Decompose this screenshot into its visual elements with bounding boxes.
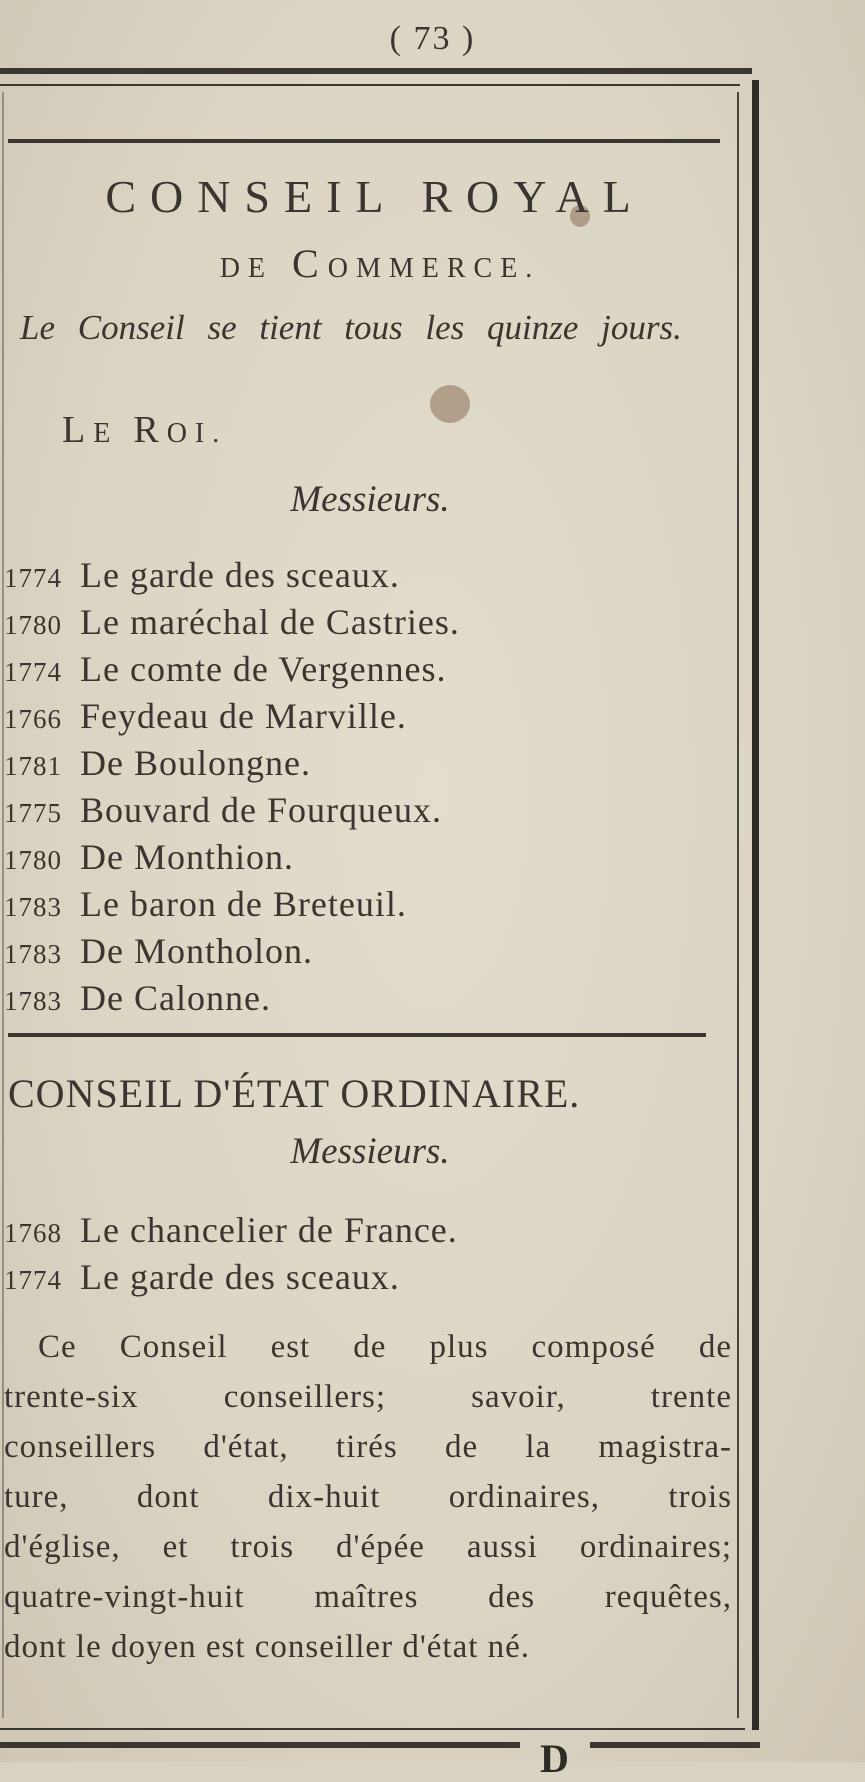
member-name: Feydeau de Marville.: [80, 696, 407, 736]
member-row: [4, 832, 294, 882]
member-row: [4, 973, 271, 1023]
member-name: Le garde des sceaux.: [80, 1257, 400, 1297]
section1-title: CONSEIL ROYAL: [105, 171, 645, 222]
king-small: E: [93, 418, 134, 449]
member-year: 1780: [4, 845, 62, 875]
member-row: [4, 926, 313, 976]
member-name: Le garde des sceaux.: [80, 555, 400, 595]
section1-messieurs: Messieurs.: [290, 479, 450, 520]
member-year: 1780: [4, 610, 62, 640]
section1-subtitle: [60, 240, 700, 287]
member-name: De Calonne.: [80, 978, 271, 1018]
member-row: [4, 1205, 458, 1255]
member-row: [4, 597, 460, 647]
paragraph-line: trente-six conseillers; savoir, trente: [4, 1379, 732, 1415]
subtitle-prefix: DE: [219, 253, 274, 284]
member-year: 1783: [4, 986, 62, 1016]
king-line: [62, 408, 227, 452]
member-name: Le baron de Breteuil.: [80, 884, 407, 924]
member-year: 1783: [4, 892, 62, 922]
member-name: De Monthion.: [80, 837, 294, 877]
member-name: De Boulongne.: [80, 743, 311, 783]
member-name: Le comte de Vergennes.: [80, 649, 447, 689]
king-cap2: R: [133, 409, 167, 451]
member-year: 1774: [4, 563, 62, 593]
member-row: [4, 691, 407, 741]
top-thick-rule: [0, 68, 752, 74]
bottom-thick-rule: [590, 1742, 760, 1748]
section2-paragraph: [4, 1322, 732, 1672]
page-number: ( 73 ): [389, 20, 476, 57]
member-year: 1774: [4, 657, 62, 687]
member-year: 1783: [4, 939, 62, 969]
member-name: Le maréchal de Castries.: [80, 602, 460, 642]
top-thin-rule: [0, 84, 740, 86]
section2-messieurs: Messieurs.: [290, 1131, 450, 1172]
paragraph-line: d'église, et trois d'épée aussi ordinaires;: [4, 1529, 732, 1565]
member-row: [4, 644, 447, 694]
member-year: 1775: [4, 798, 62, 828]
right-border-thick: [752, 80, 759, 1730]
member-row: [4, 550, 400, 600]
paragraph-line: ture, dont dix-huit ordinaires, trois: [4, 1479, 732, 1515]
bottom-thin-rule: [0, 1728, 745, 1730]
bottom-thick-rule: [0, 1742, 520, 1748]
right-border-thin: [737, 92, 739, 1718]
member-row: [4, 785, 442, 835]
subtitle-cap: C: [292, 241, 328, 286]
paragraph-line: Ce Conseil est de plus composé de: [38, 1329, 732, 1365]
member-year: 1768: [4, 1218, 62, 1248]
paragraph-line: conseillers d'état, tirés de la magistra-: [4, 1429, 732, 1465]
ink-stain: [430, 385, 470, 423]
section1-intro: Le Conseil se tient tous les quinze jours.: [20, 308, 682, 347]
king-cap: L: [62, 409, 94, 451]
member-year: 1774: [4, 1265, 62, 1295]
section2-title: CONSEIL D'ÉTAT ORDINAIRE.: [8, 1071, 581, 1116]
paragraph-line: dont le doyen est conseiller d'état né.: [4, 1629, 531, 1665]
member-row: [4, 738, 311, 788]
member-year: 1766: [4, 704, 62, 734]
king-small2: OI.: [166, 418, 228, 449]
member-name: De Montholon.: [80, 931, 313, 971]
member-row: [4, 879, 407, 929]
subtitle-rest: OMMERCE.: [327, 253, 541, 284]
member-row: [4, 1252, 400, 1302]
member-name: Le chancelier de France.: [80, 1210, 458, 1250]
section2-rule: [8, 1033, 706, 1037]
signature-mark: D: [540, 1736, 569, 1781]
member-year: 1781: [4, 751, 62, 781]
member-name: Bouvard de Fourqueux.: [80, 790, 442, 830]
paragraph-line: quatre-vingt-huit maîtres des requêtes,: [4, 1579, 732, 1615]
section1-rule: [8, 139, 720, 143]
